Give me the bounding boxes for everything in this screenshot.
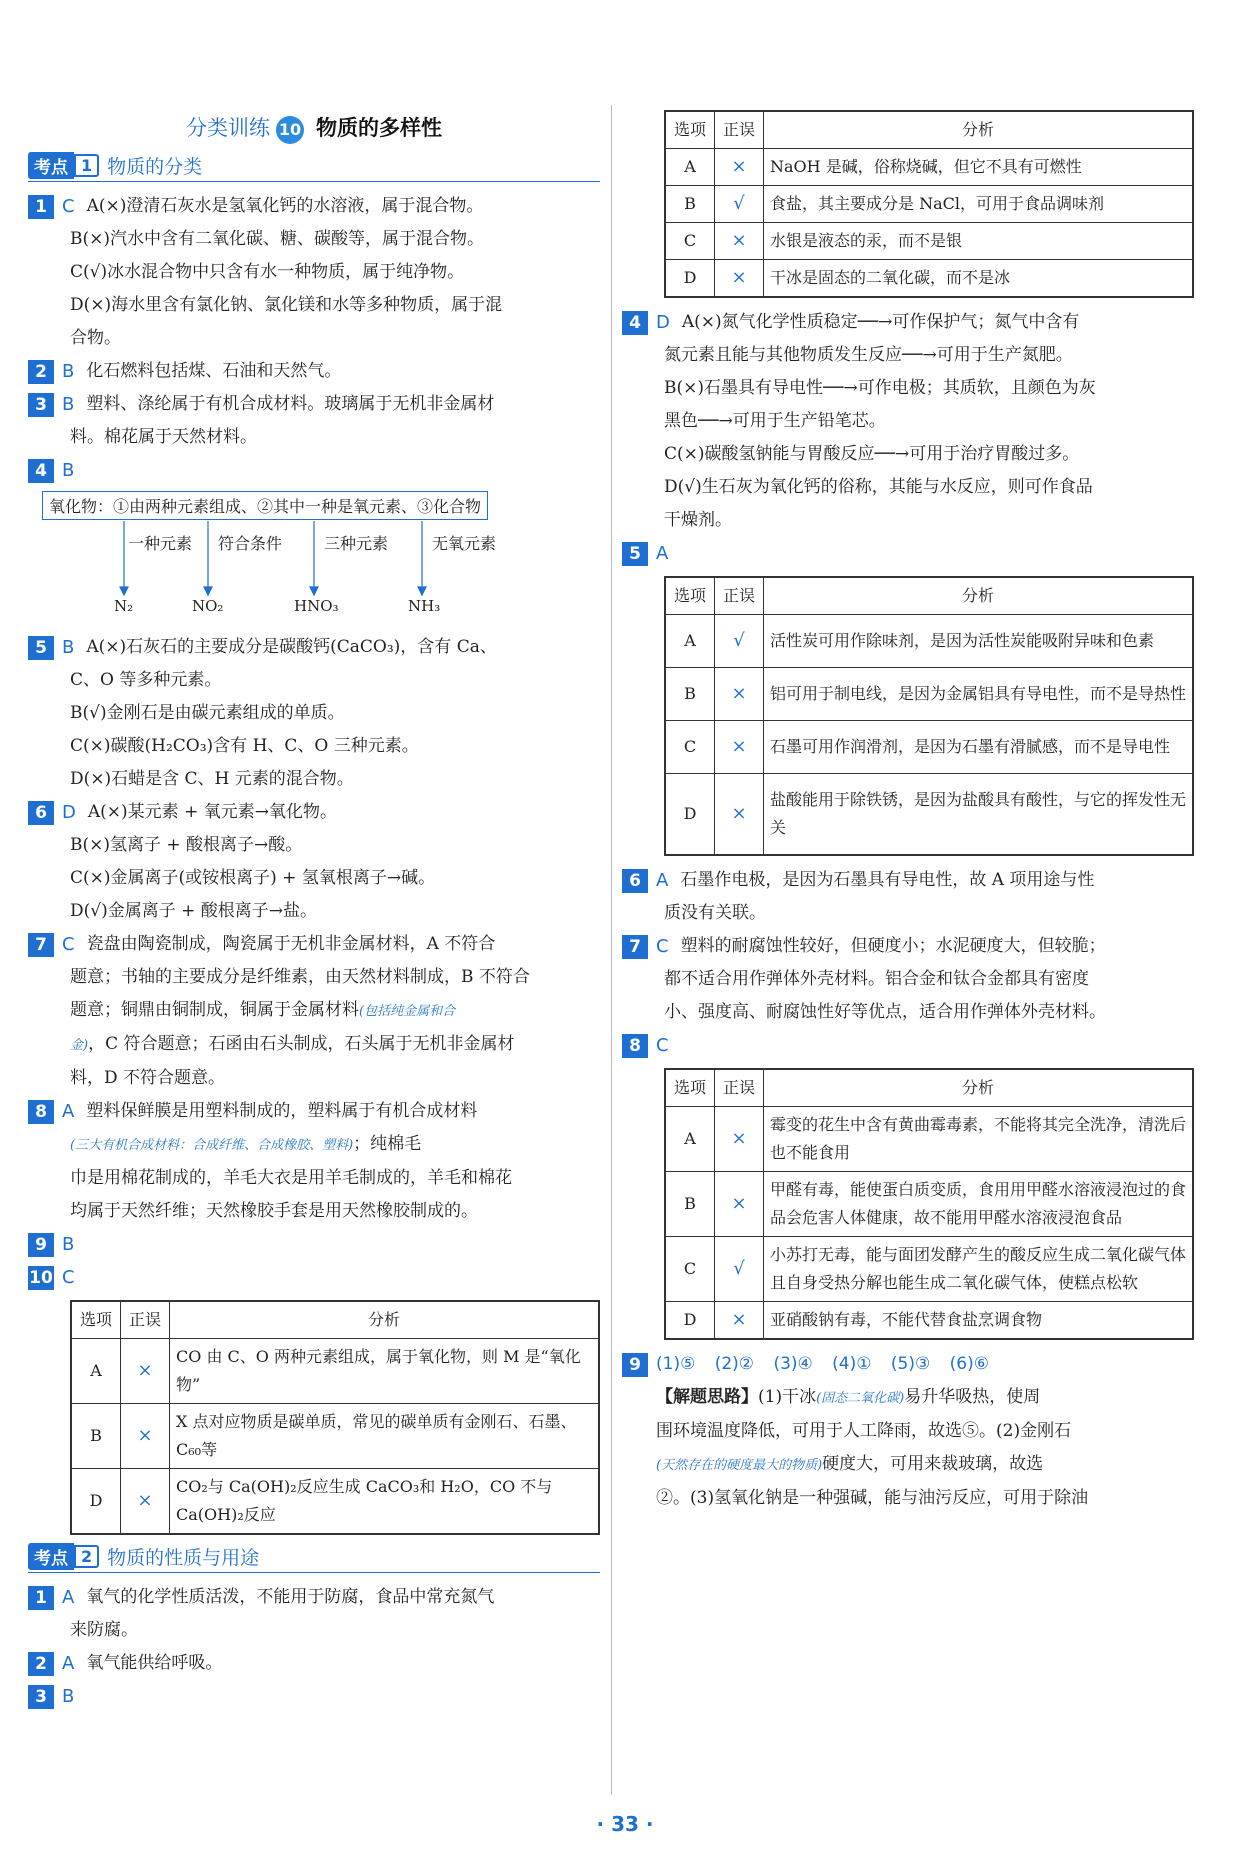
diagram-label-3: 三种元素 bbox=[324, 534, 389, 553]
formula-nh3: NH₃ bbox=[408, 597, 441, 615]
question-1-4: 4 B bbox=[28, 454, 600, 487]
question-2-2: 2 A 氧气能供给呼吸。 bbox=[28, 1647, 600, 1680]
table-row: B × 甲醛有毒，能使蛋白质变质，食用用甲醛水溶液浸泡过的食品会危害人体健康，故不能用甲醛水溶液浸泡食品 bbox=[665, 1172, 1193, 1237]
question-2-1: 1 A 氧气的化学性质活泼，不能用于防腐，食品中常充氮气 bbox=[28, 1581, 600, 1614]
question-2-7: 7 C 塑料的耐腐蚀性较好，但硬度小；水泥硬度大，但较脆； bbox=[622, 930, 1194, 963]
table-row: B × 铝可用于制电线，是因为金属铝具有导电性，而不是导热性 bbox=[665, 668, 1193, 721]
table-row: C √ 小苏打无毒，能与面团发酵产生的酸反应生成二氧化碳气体且自身受热分解也能生成二氧化碳气体，使糕点松软 bbox=[665, 1237, 1193, 1302]
question-1-8: 8 A 塑料保鲜膜是用塑料制成的，塑料属于有机合成材料 bbox=[28, 1095, 600, 1128]
table-row: C × 石墨可用作润滑剂，是因为石墨有滑腻感，而不是导电性 bbox=[665, 721, 1193, 774]
table-row: D × CO₂与 Ca(OH)₂反应生成 CaCO₃和 H₂O，CO 不与Ca(OH)₂反应 bbox=[71, 1469, 599, 1535]
question-1-1: 1 C A(×)澄清石灰水是氢氧化钙的水溶液，属于混合物。 bbox=[28, 190, 600, 223]
question-2-3: 3 B bbox=[28, 1680, 600, 1713]
diagram-label-4: 无氧元素 bbox=[432, 534, 497, 553]
oxide-definition-box: 氧化物：①由两种元素组成、②其中一种是氧元素、③化合物 bbox=[42, 491, 488, 520]
section-header-2: 考点 2 物质的性质与用途 bbox=[28, 1543, 600, 1573]
q2-8-table: 选项 正误 分析 A × 霉变的花生中含有黄曲霉毒素，不能将其完全洗净，清洗后也不能食用 B × 甲醛有毒，能使蛋白质变质，食用用甲醛水溶液浸泡过的食品会危害人体健康，故不能用甲醛水溶液浸泡食品 C √ 小苏打无毒，能与面团发酵产生的酸反应生成二氧化碳气体且自身受热分解也能生成二氧化碳气体，使糕点松软 D × 亚硝酸钠有毒，不能代替食盐烹调食物 bbox=[664, 1068, 1194, 1340]
table-row: A × NaOH 是碱，俗称烧碱，但它不具有可燃性 bbox=[665, 149, 1193, 186]
diagram-label-1: 一种元素 bbox=[128, 534, 193, 553]
page-title: 分类训练 10 物质的多样性 bbox=[28, 112, 600, 144]
question-1-6: 6 D A(×)某元素 + 氧元素→氧化物。 bbox=[28, 796, 600, 829]
page-number: · 33 · bbox=[596, 1812, 654, 1836]
right-column: 选项 正误 分析 A × NaOH 是碱，俗称烧碱，但它不具有可燃性 B √ 食盐，其主要成分是 NaCl，可用于食品调味剂 C × 水银是液态的汞，而不是银 D × 干冰是固态的二氧化碳，而不是冰 4 D A(×)氮气化学性质稳定──→可作保护气；氮气中含有 氮元素且能与其他物质发生反应──→可用于生产氮肥。 B(×)石墨具有导电性──→可作电极；其质软，且颜色为灰 黑色──→可用于生产铅笔芯。 C(×)碳酸氢钠能与胃酸反应──→可用于治疗胃酸过多。 D(√)生石灰为氧化钙的俗称，其能与水反应，则可作食品 干燥剂。 5 A 选项 正误 分析 A √ 活性炭可用作除味剂，是因为活性炭能吸附异味和色素 B × 铝可用于制电线，是因为金属铝具有导电性，而不是导热性 C × 石墨可用作润滑剂，是因为石墨有滑腻感，而不是导电性 D × 盐酸能用于除铁锈，是因为盐酸具有酸性，与它的挥发性无关 6 A 石墨作电极，是因为石墨具有导电性，故 A 项用途与性 质没有关联。 7 C 塑料的耐腐蚀性较好，但硬度小；水泥硬度大，但较脆； 都不适合用作弹体外壳材料。铝合金和钛合金都具有密度 小、强度高、耐腐蚀性好等优点，适合用作弹体外壳材料。 8 C 选项 正误 分析 A × 霉变的花生中含有黄曲霉毒素，不能将其完全洗净，清洗后也不能食用 B × 甲醛有毒，能使蛋白质变质，食用用甲醛水溶液浸泡过的食品会危害人体健康，故不能用甲醛水溶液浸泡食品 C √ 小苏打无毒，能与面团发酵产生的酸反应生成二氧化碳气体且自身受热分解也能生成二氧化碳气体，使糕点松软 D × 亚硝酸钠有毒，不能代替食盐烹调食物 9 (1)⑤ (2)② (3)④ (4)① (5)③ (6)⑥ 【解题思路】(1)干冰(固态二氧化碳)易升华吸热，使周 围环境温度降低，可用于人工降雨，故选⑤。(2)金刚石 (天然存在的硬度最大的物质)硬度大，可用来裁玻璃，故选 ②。(3)氢氧化钠是一种强碱，能与油污反应，可用于除油 bbox=[622, 104, 1194, 1515]
table-row: C × 水银是液态的汞，而不是银 bbox=[665, 223, 1193, 260]
section-header-1: 考点 1 物质的分类 bbox=[28, 152, 600, 182]
q2-3-table: 选项 正误 分析 A × NaOH 是碱，俗称烧碱，但它不具有可燃性 B √ 食盐，其主要成分是 NaCl，可用于食品调味剂 C × 水银是液态的汞，而不是银 D × 干冰是固态的二氧化碳，而不是冰 bbox=[664, 110, 1194, 298]
oxide-diagram bbox=[42, 491, 600, 621]
table-row: A × 霉变的花生中含有黄曲霉毒素，不能将其完全洗净，清洗后也不能食用 bbox=[665, 1107, 1193, 1172]
question-2-6: 6 A 石墨作电极，是因为石墨具有导电性，故 A 项用途与性 bbox=[622, 864, 1194, 897]
question-1-9: 9 B bbox=[28, 1228, 600, 1261]
table-row: A × CO 由 C、O 两种元素组成，属于氧化物，则 M 是“氧化物” bbox=[71, 1339, 599, 1404]
question-1-3: 3 B 塑料、涤纶属于有机合成材料。玻璃属于无机非金属材 bbox=[28, 388, 600, 421]
question-1-2: 2 B 化石燃料包括煤、石油和天然气。 bbox=[28, 355, 600, 388]
formula-no2: NO₂ bbox=[192, 597, 224, 615]
formula-hno3: HNO₃ bbox=[294, 597, 339, 615]
table-row: D × 亚硝酸钠有毒，不能代替食盐烹调食物 bbox=[665, 1302, 1193, 1340]
solution-thinking: 【解题思路】(1)干冰(固态二氧化碳)易升华吸热，使周 bbox=[656, 1387, 1041, 1407]
table-row: B √ 食盐，其主要成分是 NaCl，可用于食品调味剂 bbox=[665, 186, 1193, 223]
q2-5-table: 选项 正误 分析 A √ 活性炭可用作除味剂，是因为活性炭能吸附异味和色素 B × 铝可用于制电线，是因为金属铝具有导电性，而不是导热性 C × 石墨可用作润滑剂，是因为石墨有滑腻感，而不是导电性 D × 盐酸能用于除铁锈，是因为盐酸具有酸性，与它的挥发性无关 bbox=[664, 576, 1194, 856]
formula-n2: N₂ bbox=[114, 597, 134, 615]
column-divider bbox=[611, 105, 612, 1795]
table-row: D × 盐酸能用于除铁锈，是因为盐酸具有酸性，与它的挥发性无关 bbox=[665, 774, 1193, 856]
left-column: 分类训练 10 物质的多样性 考点 1 物质的分类 1 C A(×)澄清石灰水是氢氧化钙的水溶液，属于混合物。 B(×)汽水中含有二氧化碳、糖、碳酸等，属于混合物。 C(√)冰水混合物中只含有水一种物质，属于纯净物。 D(×)海水里含有氯化钠、氯化镁和水等多种物质，属于混 合物。 2 B 化石燃料包括煤、石油和天然气。 3 B 塑料、涤纶属于有机合成材料。玻璃属于无机非金属材 料。棉花属于天然材料。 4 B 氧化物：①由两种元素组成、②其中一种是氧元素、③化合物 一种元素 符合条件 三种元素 无氧元素 N₂ NO₂ HNO₃ NH₃ 5 B A(×)石灰石的主要成分是碳酸钙(CaCO₃)，含有 Ca、 C、O 等多种元素。 B(√)金刚石是由碳元素组成的单质。 C(×)碳酸(H₂CO₃)含有 H、C、O 三种元素。 D(×)石蜡是含 C、H 元素的混合物。 6 D A(×)某元素 + 氧元素→氧化物。 B(×)氢离子 + 酸根离子→酸。 C(×)金属离子(或铵根离子) + 氢氧根离子→碱。 D(√)金属离子 + 酸根离子→盐。 7 C 瓷盘由陶瓷制成，陶瓷属于无机非金属材料，A 不符合 题意；书轴的主要成分是纤维素，由天然材料制成，B 不符合 题意；铜鼎由铜制成，铜属于金属材料(包括纯金属和合 金)，C 符合题意；石函由石头制成，石头属于无机非金属材 料，D 不符合题意。 8 A 塑料保鲜膜是用塑料制成的，塑料属于有机合成材料 (三大有机合成材料：合成纤维、合成橡胶、塑料)；纯棉毛 巾是用棉花制成的，羊毛大衣是用羊毛制成的，羊毛和棉花 均属于天然纤维；天然橡胶手套是用天然橡胶制成的。 9 B 10 C 选项 正误 分析 A × CO 由 C、O 两种元素组成，属于氧化物，则 M 是“氧化物” B × X 点对应物质是碳单质，常见的碳单质有金刚石、石墨、C₆₀等 D × CO₂与 Ca(OH)₂反应生成 CaCO₃和 H₂O，CO 不与Ca(OH)₂反应 考点 2 物质的性质与用途 1 A 氧气的化学性质活泼，不能用于防腐，食品中常充氮气 来防腐。 2 A 氧气能供给呼吸。 3 B bbox=[28, 100, 600, 1713]
title-number-badge: 10 bbox=[276, 116, 304, 144]
q10-table: 选项 正误 分析 A × CO 由 C、O 两种元素组成，属于氧化物，则 M 是“氧化物” B × X 点对应物质是碳单质，常见的碳单质有金刚石、石墨、C₆₀等 D × CO₂与 Ca(OH)₂反应生成 CaCO₃和 H₂O，CO 不与Ca(OH)₂反应 bbox=[70, 1300, 600, 1535]
question-2-9: 9 (1)⑤ (2)② (3)④ (4)① (5)③ (6)⑥ bbox=[622, 1348, 1194, 1381]
table-row: D × 干冰是固态的二氧化碳，而不是冰 bbox=[665, 260, 1193, 298]
question-2-5: 5 A bbox=[622, 537, 1194, 570]
question-2-4: 4 D A(×)氮气化学性质稳定──→可作保护气；氮气中含有 bbox=[622, 306, 1194, 339]
table-row: A √ 活性炭可用作除味剂，是因为活性炭能吸附异味和色素 bbox=[665, 615, 1193, 668]
question-1-7: 7 C 瓷盘由陶瓷制成，陶瓷属于无机非金属材料，A 不符合 bbox=[28, 928, 600, 961]
question-1-10: 10 C bbox=[29, 1267, 75, 1288]
question-1-5: 5 B A(×)石灰石的主要成分是碳酸钙(CaCO₃)，含有 Ca、 bbox=[28, 631, 600, 664]
table-row: B × X 点对应物质是碳单质，常见的碳单质有金刚石、石墨、C₆₀等 bbox=[71, 1404, 599, 1469]
question-2-8: 8 C bbox=[622, 1029, 1194, 1062]
diagram-label-2: 符合条件 bbox=[218, 534, 283, 553]
